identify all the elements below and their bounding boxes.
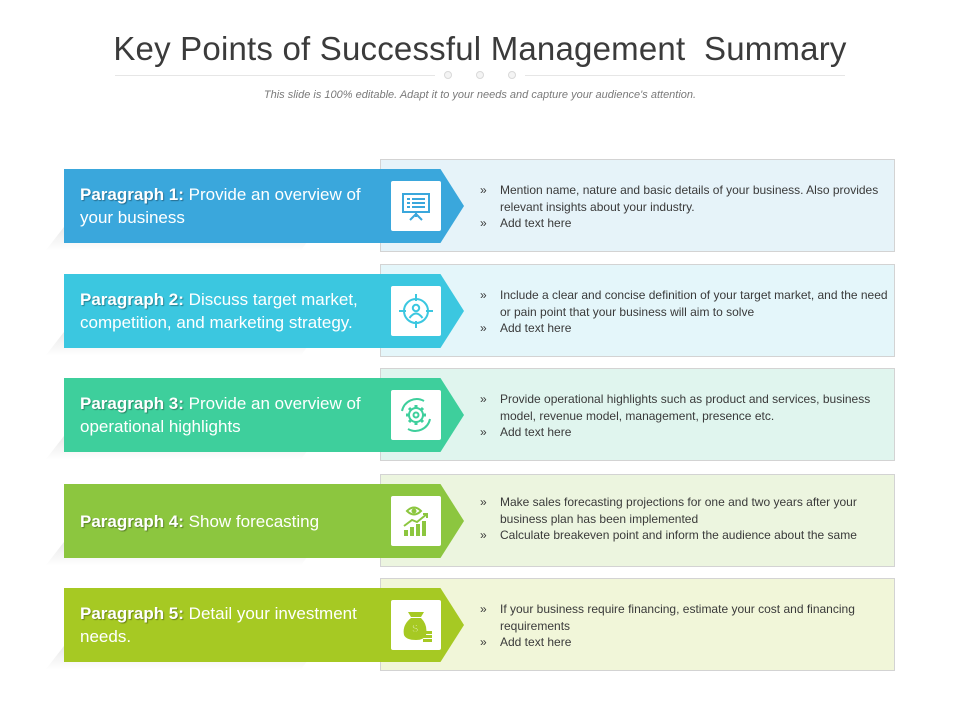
- divider-dot: [476, 71, 484, 79]
- paragraph-banner: [64, 588, 382, 662]
- bullet-item: [480, 391, 890, 424]
- paragraph-banner: [64, 378, 382, 452]
- paragraph-label: Paragraph 5:: [80, 604, 184, 623]
- paragraph-heading: Provide an overview of operational highlights: [80, 394, 361, 436]
- banner-text: [80, 588, 370, 662]
- paragraph-heading: Discuss target market, competition, and marketing strategy.: [80, 290, 358, 332]
- paragraph-banner: [64, 484, 382, 558]
- bullet-list: [480, 182, 890, 232]
- key-point-row: [0, 159, 960, 269]
- divider-dot: [508, 71, 516, 79]
- chevron-bullet-icon: »: [480, 288, 487, 302]
- banner-text: [80, 378, 370, 452]
- paragraph-label: Paragraph 4:: [80, 511, 184, 531]
- bullet-item: [480, 527, 890, 544]
- bullet-text: Add text here: [500, 425, 572, 439]
- bullet-list: [480, 601, 890, 651]
- bullet-text: Make sales forecasting projections for one and two years after your business plan has been implemented: [500, 495, 857, 526]
- paragraph-heading: Provide an overview of your business: [80, 185, 361, 227]
- paragraph-banner: [64, 274, 382, 348]
- growth-chart-icon: [391, 496, 441, 546]
- chevron-bullet-icon: »: [480, 321, 487, 335]
- chevron-bullet-icon: »: [480, 216, 487, 230]
- divider-dot: [444, 71, 452, 79]
- presentation-board-icon: [391, 181, 441, 231]
- key-point-row: [0, 578, 960, 688]
- title-divider-right: [525, 75, 845, 76]
- chevron-bullet-icon: »: [480, 635, 487, 649]
- money-bag-icon: [391, 600, 441, 650]
- banner-text: [80, 484, 370, 558]
- chevron-bullet-icon: »: [480, 495, 487, 509]
- bullet-text: Mention name, nature and basic details of your business. Also provides relevant insights about your industry.: [500, 183, 879, 214]
- banner-text: [80, 274, 370, 348]
- bullet-text: Provide operational highlights such as product and services, business model, revenue model, management, presence etc.: [500, 392, 871, 423]
- target-user-icon: [391, 286, 441, 336]
- bullet-text: Add text here: [500, 635, 572, 649]
- page-title: Key Points of Successful Management Summary: [113, 30, 847, 67]
- paragraph-label: Paragraph 2:: [80, 290, 184, 309]
- gear-cycle-icon: [391, 390, 441, 440]
- paragraph-label: Paragraph 3:: [80, 394, 184, 413]
- page-subtitle: This slide is 100% editable. Adapt it to your needs and capture your audience's attention.: [263, 89, 697, 101]
- bullet-list: [480, 494, 890, 544]
- bullet-item: [480, 494, 890, 527]
- svg-text:$: $: [411, 623, 419, 635]
- bullet-item: [480, 287, 890, 320]
- bullet-text: Add text here: [500, 321, 572, 335]
- key-point-row: [0, 474, 960, 584]
- bullet-item: [480, 634, 890, 651]
- key-point-row: [0, 368, 960, 478]
- bullet-item: [480, 182, 890, 215]
- paragraph-banner: [64, 169, 382, 243]
- bullet-item: [480, 601, 890, 634]
- banner-text: [80, 169, 370, 243]
- paragraph-heading: Detail your investment needs.: [80, 604, 357, 646]
- bullet-text: Add text here: [500, 216, 572, 230]
- paragraph-heading: Show forecasting: [183, 511, 320, 531]
- bullet-item: [480, 215, 890, 232]
- title-divider-left: [115, 75, 435, 76]
- chevron-bullet-icon: »: [480, 528, 487, 542]
- chevron-bullet-icon: »: [480, 602, 487, 616]
- bullet-text: Calculate breakeven point and inform the audience about the same: [500, 528, 857, 542]
- bullet-item: [480, 424, 890, 441]
- bullet-text: If your business require financing, estimate your cost and financing requirements: [500, 602, 855, 633]
- chevron-bullet-icon: »: [480, 183, 487, 197]
- chevron-bullet-icon: »: [480, 425, 487, 439]
- bullet-list: [480, 391, 890, 441]
- key-point-row: [0, 264, 960, 374]
- chevron-bullet-icon: »: [480, 392, 487, 406]
- paragraph-label: Paragraph 1:: [80, 185, 184, 204]
- bullet-item: [480, 320, 890, 337]
- bullet-text: Include a clear and concise definition of your target market, and the need or pain point that your business will aim to solve: [500, 288, 888, 319]
- bullet-list: [480, 287, 890, 337]
